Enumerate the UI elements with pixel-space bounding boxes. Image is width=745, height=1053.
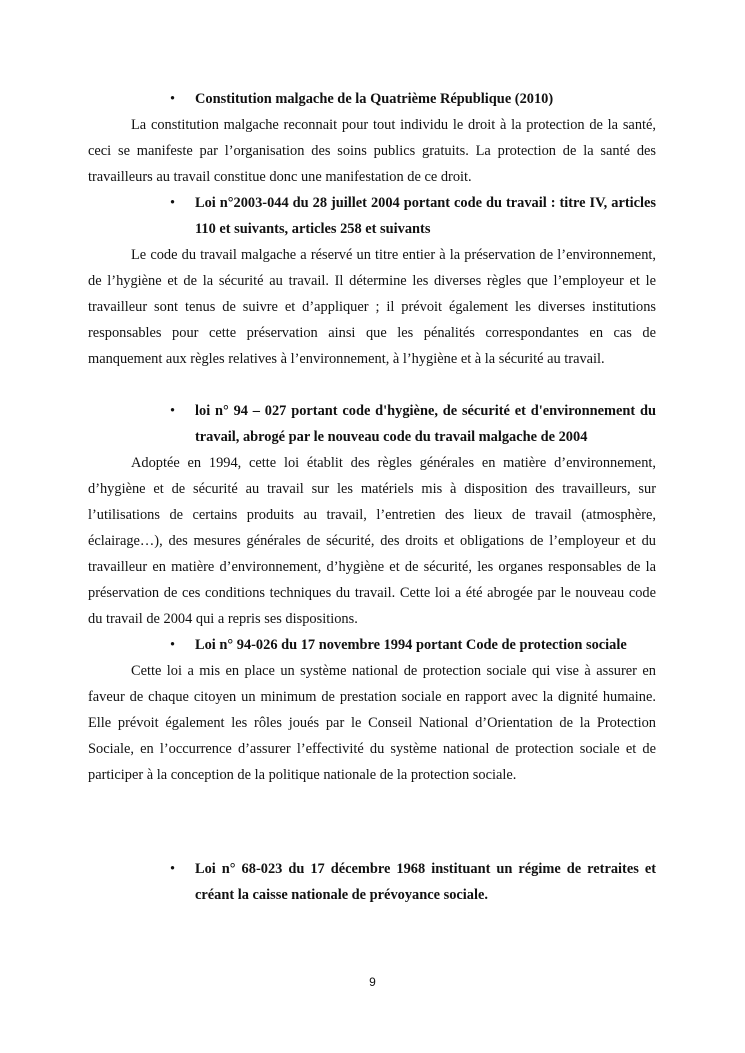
section-heading-code-travail-2004 — [172, 190, 656, 242]
bullet-icon: • — [170, 861, 176, 877]
section-paragraph-constitution — [88, 112, 656, 190]
heading-text: Constitution malgache de la Quatrième République (2010) — [195, 91, 554, 107]
section-paragraph-loi-94-027 — [88, 450, 656, 632]
paragraph-text: La constitution malgache reconnait pour tout individu le droit à la protection de la santé, ceci se manifeste par l’organisation des soins publics gratuits. La protection de la santé des travailleurs au travail constitue donc une manifestation de ce droit. — [88, 117, 656, 185]
section-heading-loi-68-023 — [172, 856, 656, 908]
section-paragraph-loi-94-026 — [88, 658, 656, 788]
bullet-icon: • — [170, 91, 176, 107]
paragraph-text: Cette loi a mis en place un système national de protection sociale qui vise à assurer en faveur de chaque citoyen un minimum de prestation sociale en rapport avec la dignité humaine. Elle prévoit également les rôles joués par le Conseil National d’Orientation de la Protection Sociale, en l’occurrence d’assurer l’effectivité du système national de protection sociale et de participer à la conception de la politique nationale de la protection sociale. — [88, 663, 656, 783]
bullet-icon: • — [170, 195, 176, 211]
heading-text: Loi n°2003-044 du 28 juillet 2004 portant code du travail : titre IV, articles 110 et suivants, articles 258 et suivants — [195, 195, 656, 237]
paragraph-text: Adoptée en 1994, cette loi établit des règles générales en matière d’environnement, d’hygiène et de sécurité au travail sur les matériels mis à disposition des travailleurs, sur l’utilisations de certains produits au travail, l’entretien des lieux de travail (atmosphère, éclairage…), des mesures générales de sécurité, des droits et obligations de l’employeur et du travailleur en matière d’environnement, d’hygiène et de sécurité, les organes responsables de la préservation de ces conditions techniques du travail. Cette loi a été abrogée par le nouveau code du travail de 2004 qui a repris ses dispositions. — [88, 455, 656, 627]
heading-text: Loi n° 94-026 du 17 novembre 1994 portant Code de protection sociale — [195, 637, 627, 653]
heading-text: Loi n° 68-023 du 17 décembre 1968 instituant un régime de retraites et créant la caisse nationale de prévoyance sociale. — [195, 861, 656, 903]
section-paragraph-code-travail-2004 — [88, 242, 656, 372]
bullet-icon: • — [170, 403, 176, 419]
page-number: 9 — [369, 975, 376, 989]
bullet-icon: • — [170, 637, 176, 653]
section-heading-constitution — [172, 86, 656, 112]
section-heading-loi-94-027 — [172, 398, 656, 450]
section-heading-loi-94-026 — [172, 632, 656, 658]
paragraph-text: Le code du travail malgache a réservé un titre entier à la préservation de l’environnement, de l’hygiène et de la sécurité au travail. Il détermine les diverses règles que l’employeur et le travailleur sont tenus de suivre et d’appliquer ; il prévoit également les diverses institutions responsables pour cette préservation ainsi que les pénalités correspondantes en cas de manquement aux règles relatives à l’environnement, à l’hygiène et à la sécurité au travail. — [88, 247, 656, 367]
heading-text: loi n° 94 – 027 portant code d'hygiène, de sécurité et d'environnement du travail, abrogé par le nouveau code du travail malgache de 2004 — [195, 403, 656, 445]
